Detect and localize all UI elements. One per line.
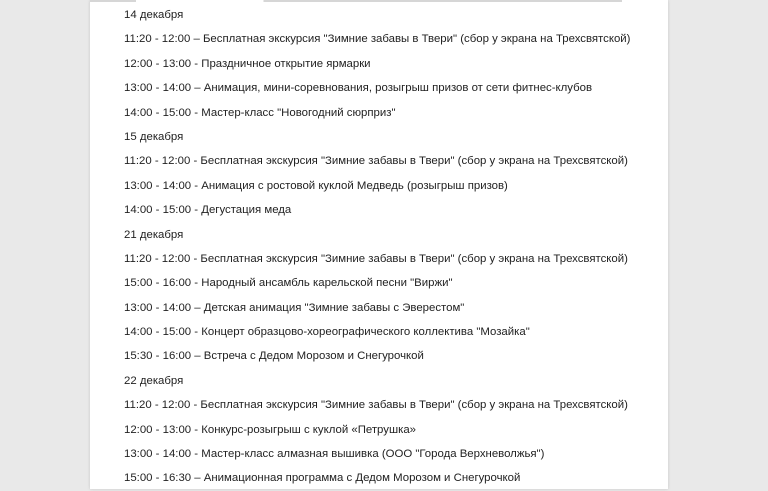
schedule-item: 13:00 - 14:00 - Анимация с ростовой куклой Медведь (розыгрыш призов)	[124, 179, 508, 192]
schedule-item: 11:20 - 12:00 – Бесплатная экскурсия "Зимние забавы в Твери" (сбор у экрана на Трехсвятской)	[124, 33, 631, 46]
content-page	[90, 0, 668, 489]
top-divider	[90, 0, 668, 2]
date-heading-dec-22: 22 декабря	[124, 374, 184, 387]
schedule-item: 15:00 - 16:30 – Анимационная программа с Дедом Морозом и Снегурочкой	[124, 472, 521, 485]
schedule-item: 11:20 - 12:00 - Бесплатная экскурсия "Зимние забавы в Твери" (сбор у экрана на Трехсвятской)	[124, 399, 628, 412]
schedule-item: 15:30 - 16:00 – Встреча с Дедом Морозом и Снегурочкой	[124, 350, 424, 363]
date-heading-dec-15: 15 декабря	[124, 130, 184, 143]
schedule-item: 14:00 - 15:00 - Дегустация меда	[124, 204, 292, 217]
event-schedule	[124, 3, 658, 491]
schedule-item: 15:00 - 16:00 - Народный ансамбль карельской песни "Виржи"	[124, 277, 453, 290]
date-heading-dec-14: 14 декабря	[124, 9, 184, 21]
schedule-item: 14:00 - 15:00 - Мастер-класс "Новогодний сюрприз"	[124, 106, 396, 119]
schedule-item: 12:00 - 13:00 - Конкурс-розыгрыш с куклой «Петрушка»	[124, 423, 417, 436]
schedule-item: 13:00 - 14:00 - Мастер-класс алмазная вышивка (ООО "Города Верхневолжья")	[124, 448, 545, 461]
schedule-item: 11:20 - 12:00 - Бесплатная экскурсия "Зимние забавы в Твери" (сбор у экрана на Трехсвятской)	[124, 252, 628, 265]
schedule-item: 14:00 - 15:00 - Концерт образцово-хореографического коллектива "Мозайка"	[124, 326, 530, 339]
schedule-item: 13:00 - 14:00 – Детская анимация "Зимние забавы с Эверестом"	[124, 301, 465, 314]
schedule-item: 13:00 - 14:00 – Анимация, мини-соревнования, розыгрыш призов от сети фитнес-клубов	[124, 82, 593, 95]
schedule-item: 11:20 - 12:00 - Бесплатная экскурсия "Зимние забавы в Твери" (сбор у экрана на Трехсвятской)	[124, 155, 628, 168]
date-heading-dec-21: 21 декабря	[124, 228, 184, 241]
schedule-item: 12:00 - 13:00 - Праздничное открытие ярмарки	[124, 57, 371, 70]
